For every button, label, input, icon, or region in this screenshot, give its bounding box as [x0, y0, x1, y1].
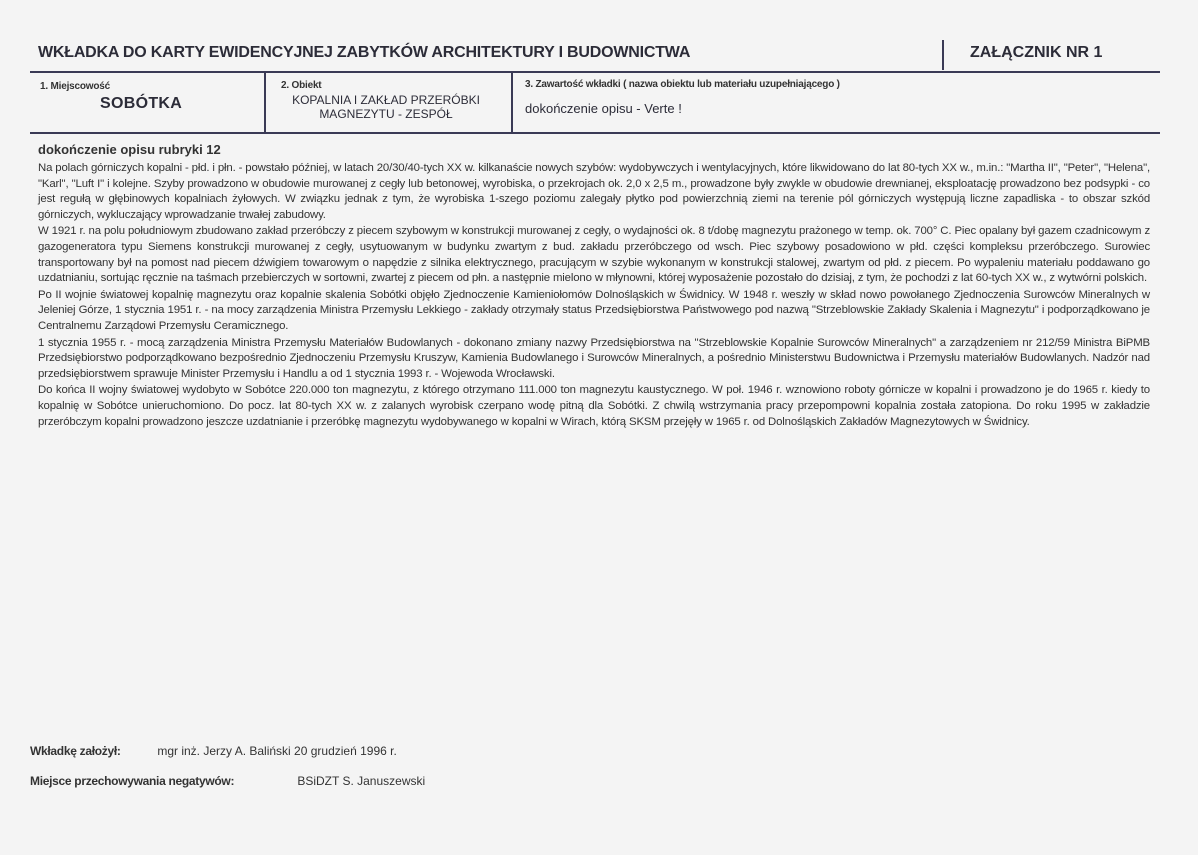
field-divider-1 [264, 73, 266, 132]
paragraph: Na polach górniczych kopalni - płd. i płn. - powstało później, w latach 20/30/40-tych XX w. kilkanaście nowych szybów: wydobywczych i wentylacyjnych, które likwidowano do lat 80-tych XX w., m.in.: "Martha II", "Peter", "Helena", "Karl", "Luft I" i kolejne. Szyby prowadzono w obudowie murowanej z cegły lub betonowej, wyrobiska, o przekrojach ok. 2,0 x 2,5 m., prowadzone były zwykle w obudowie drewnianej, eksploatację prowadzono bez podsypki - co jest regułą w głębinowych kopalniach żyłowych. W związku jednak z tym, że wyrobiska 1-szego poziomu zalegały płytko pod powierzchnią ziemi na terenie pól górniczych występują liczne zapadliska - to obszar szkód górniczych, wykluczający wprowadzanie trwałej zabudowy. [38, 162, 1150, 221]
content-label: 3. Zawartość wkładki ( nazwa obiektu lub materiału uzupełniającego ) [525, 79, 840, 90]
author-row [30, 744, 397, 758]
storage-label: Miejsce przechowywania negatywów: [30, 774, 235, 788]
locality-value: SOBÓTKA [100, 95, 183, 112]
locality-label: 1. Miejscowość [40, 81, 111, 92]
header-divider [942, 40, 944, 70]
paragraph: 1 stycznia 1955 r. - mocą zarządzenia Ministra Przemysłu Materiałów Budowlanych - dokonano zmiany nazwy Przedsiębiorstwa na "Strzeblowskie Kopalnie Surowców Mineralnych" a zarządzeniem nr 212/59 Ministra BiPMB Przedsiębiorstwo podporządkowano bezpośrednio Zjednoczeniu Przemysłu Kruszyw, Kamienia Budowlanego i Surowców Mineralnych, a pośrednio Ministerstwu Budownictwa i Przemysłu materiałów Budowlanych. Nadzór nad przedsiębiorstwem sprawuje Minister Przemysłu i Handlu a od 1 stycznia 1993 r. - Wojewoda Wrocławski. [38, 336, 1150, 380]
storage-value: BSiDZT S. Januszewski [297, 774, 426, 788]
description-body [38, 161, 1150, 431]
author-label: Wkładkę założył: [30, 744, 121, 758]
paragraph: W 1921 r. na polu południowym zbudowano zakład przeróbczy z piecem szybowym w konstrukcji murowanej z cegły, o wydajności ok. 8 t/dobę magnezytu prażonego w temp. ok. 700° C. Piec opalany był gazem czadnicowym z gazogeneratora typu Siemens konstrukcji murowanej z cegły, usytuowanym w budynku zwartym z bud. zakładu przeróbczego od wsch. Piec szybowy posadowiono w płd. części kompleksu przeróbczego. Surowiec transportowany był na pomost nad piecem dźwigiem towarowym o napędzie z silnika elektrycznego, pracującym w szybie wykonanym w konstrukcji stalowej, zwartym od płd. z piecem. Po wypaleniu materiału poddawano go uzdatnianiu, sortując ręcznie na taśmach przebierczych w sortowni, zwartej z piecem od płn. a następnie mielono w młynowni, której wyposażenie pozostało do dzisiaj, z tym, że pochodzi z lat 60-tych XX w., z wytwórni polskich. [38, 225, 1150, 285]
section-title: dokończenie opisu rubryki 12 [38, 142, 221, 157]
card-title: WKŁADKA DO KARTY EWIDENCYJNEJ ZABYTKÓW ARCHITEKTURY I BUDOWNICTWA [38, 44, 691, 61]
content-value: dokończenie opisu - Verte ! [525, 101, 682, 116]
storage-row [30, 774, 425, 788]
annex-number: ZAŁĄCZNIK NR 1 [970, 44, 1103, 61]
field-divider-2 [511, 73, 513, 132]
object-label: 2. Obiekt [281, 80, 322, 91]
object-value [270, 93, 502, 121]
object-value-line1: KOPALNIA I ZAKŁAD PRZERÓBKI [292, 93, 480, 107]
header-rule [30, 71, 1160, 73]
paragraph: Do końca II wojny światowej wydobyto w Sobótce 220.000 ton magnezytu, z którego otrzymano 111.000 ton magnezytu kaustycznego. W poł. 1946 r. wznowiono roboty górnicze w kopalni i prowadzono je do 1965 r. kiedy to kopalnię w Sobótce unieruchomiono. Do pocz. lat 80-tych XX w. z zalanych wyrobisk czerpano wodę pitną dla Sobótki. Z chwilą wstrzymania pracy przepompowni kopalnia została zatopiona. Do roku 1995 w zakładzie przeróbczym kopalni prowadzono jeszcze uzdatnianie i przeróbkę magnezytu wydobywanego w kopalni w Wirach, którą SKSM przejęły w 1965 r. od Dolnośląskich Zakładów Magnezytowych w Świdnicy. [38, 384, 1150, 428]
fields-rule [30, 132, 1160, 134]
object-value-line2: MAGNEZYTU - ZESPÓŁ [319, 107, 453, 121]
paragraph: Po II wojnie światowej kopalnię magnezytu oraz kopalnie skalenia Sobótki objęło Zjednoczenie Kamieniołomów Dolnośląskich w Świdnicy. W 1948 r. weszły w skład nowo powołanego Zjednoczenia Surowców Mineralnych w Jeleniej Górze, 1 stycznia 1951 r. - na mocy zarządzenia Ministra Przemysłu Lekkiego - zakłady otrzymały status Przedsiębiorstwa Państwowego pod nazwą "Strzeblowskie Zakłady Skalenia i Magnezytu" i podporządkowano je Centralnemu Zarządowi Przemysłu Ceramicznego. [38, 288, 1150, 332]
author-value: mgr inż. Jerzy A. Baliński 20 grudzień 1996 r. [157, 744, 397, 758]
